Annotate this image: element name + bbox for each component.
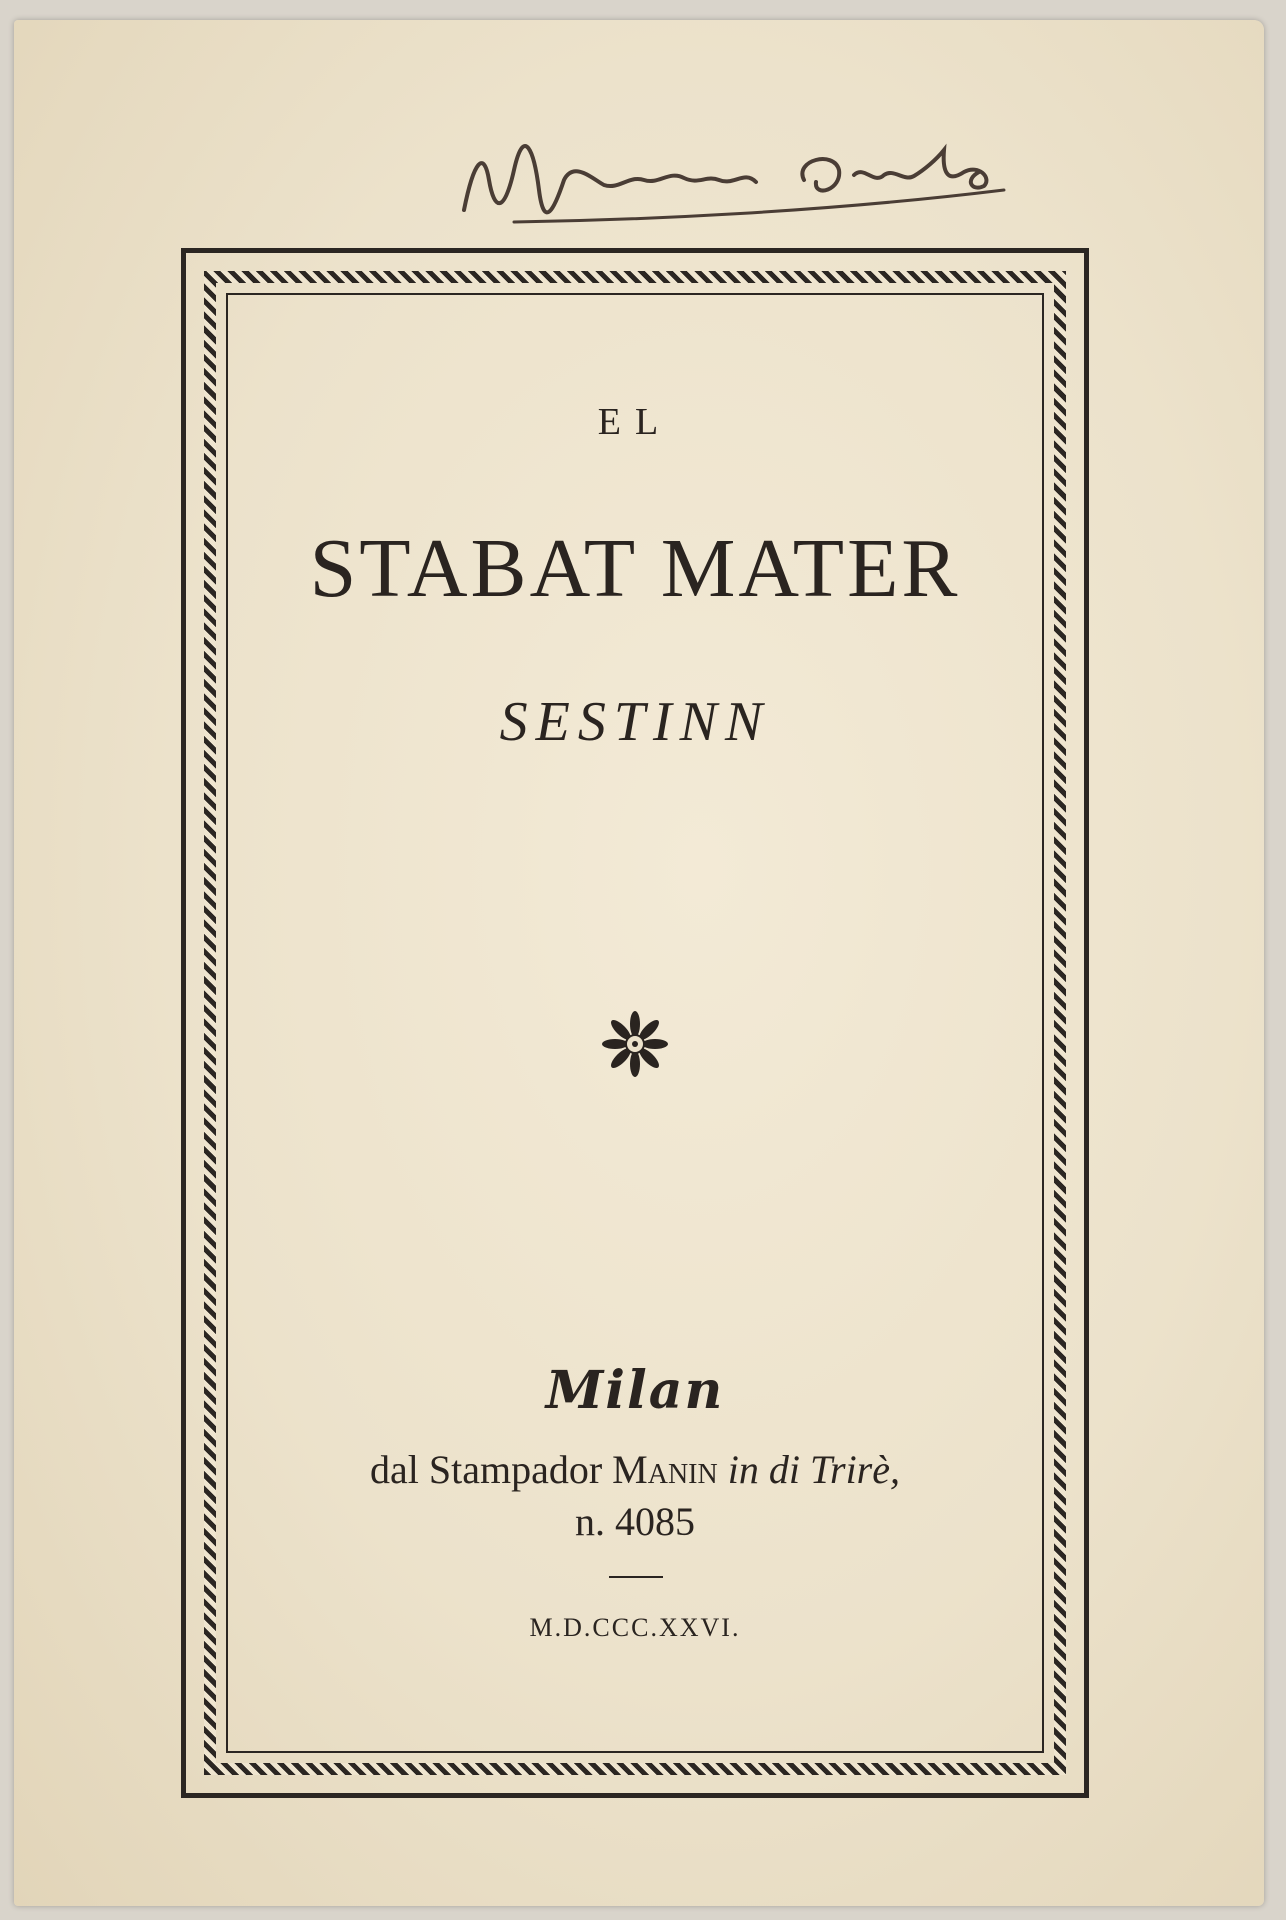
divider-rule xyxy=(609,1576,663,1578)
imprint-address: n. 4085 xyxy=(575,1499,695,1544)
flower-ornament-icon xyxy=(599,1008,671,1080)
handwritten-signature xyxy=(444,120,1094,250)
imprint-year: M.D.CCC.XXVI. xyxy=(529,1613,741,1642)
page-subtitle: SESTINN xyxy=(499,691,771,753)
title-article: EL xyxy=(597,401,673,443)
page-title: STABAT MATER xyxy=(309,522,961,615)
title-page-text xyxy=(181,248,1089,1798)
printer-location: in di Trirè, xyxy=(727,1447,900,1492)
printer-prefix: dal Stampador xyxy=(370,1447,603,1492)
printer-name: Manin xyxy=(612,1447,718,1492)
imprint-city: Milan xyxy=(545,1360,725,1421)
imprint-printer xyxy=(181,1446,1089,1493)
title-page-sheet xyxy=(14,20,1264,1906)
